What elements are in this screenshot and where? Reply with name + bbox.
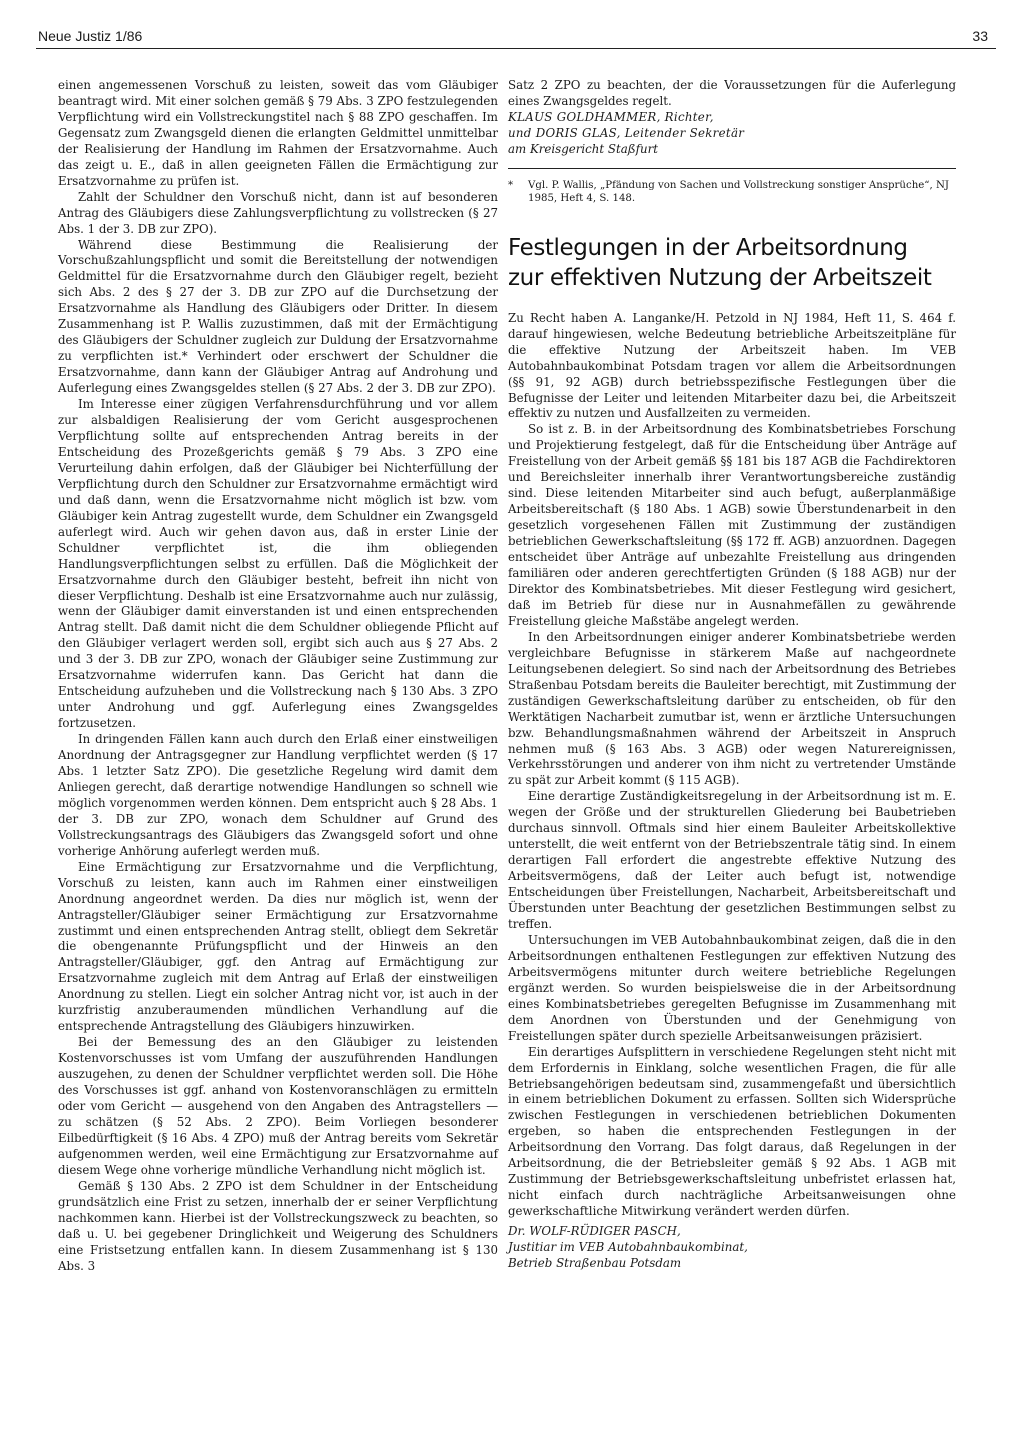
footnote [508, 168, 956, 205]
signature-line: Dr. WOLF-RÜDIGER PASCH, [508, 1224, 681, 1239]
article-title [508, 233, 956, 293]
paragraph: Gemäß § 130 Abs. 2 ZPO ist dem Schuldner in der Entscheidung grundsätzlich eine Frist zu setzen, innerhalb der er seiner Verpflichtung nachkommen kann. Hierbei ist der Vollstreckungszweck zu beachten, so daß u. U. bei gegebener Dringlichkeit und Weigerung des Schuldners eine Fristsetzung entfallen kann. In diesem Zusammenhang ist § 130 Abs. 3 [58, 1178, 498, 1273]
paragraph: Zu Recht haben A. Langanke/H. Petzold in NJ 1984, Heft 11, S. 464 f. darauf hingewiesen, welche Bedeutung betriebliche Arbeitszeitpläne für die effektive Nutzung der Arbeitszeit haben. Im VEB Autobahnbaukombinat Potsdam tragen vor allem die Arbeitsordnungen (§§ 91, 92 AGB) durch betriebsspezifische Festlegungen über die Befugnisse der Leiter und leitenden Mitarbeiter dazu bei, die Arbeitszeit effektiv zu nutzen und Ausfallzeiten zu vermeiden. [508, 310, 956, 421]
footnote-text: Vgl. P. Wallis, „Pfändung von Sachen und Vollstreckung sonstiger Ansprüche“, NJ 1985, Heft 4, S. 148. [528, 179, 949, 204]
signature-line: Betrieb Straßenbau Potsdam [508, 1256, 682, 1270]
page-number: 33 [972, 28, 988, 44]
paragraph-continuation: Satz 2 ZPO zu beachten, der die Voraussetzungen für die Auferlegung eines Zwangsgeldes regelt. [508, 78, 956, 108]
page-header [36, 28, 996, 49]
paragraph: Bei der Bemessung des an den Gläubiger zu leistenden Kostenvorschusses ist vom Umfang der auszuführenden Handlungen auszugehen, zu denen der Schuldner verpflichtet werden soll. Die Höhe des Vorschusses ist ggf. anhand von Kostenvoranschlägen zu ermitteln oder vom Gericht — ausgehend von den Angaben des Antragstellers — zu schätzen (§ 52 Abs. 2 ZPO). Beim Vorliegen besonderer Eilbedürftigkeit (§ 16 Abs. 4 ZPO) muß der Antrag bereits vom Sekretär aufgenommen werden, weil eine Ermächtigung zur Ersatzvornahme auf diesem Wege ohne vorherige mündliche Verhandlung nicht möglich ist. [58, 1035, 498, 1177]
paragraph: In dringenden Fällen kann auch durch den Erlaß einer einstweiligen Anordnung der Antragsgegner zur Handlung verpflichtet werden (§ 17 Abs. 1 letzter Satz ZPO). Die gesetzliche Regelung wird damit dem Anliegen gerecht, daß derartige notwendige Handlungen so schnell wie möglich vorgenommen werden können. Dem entspricht auch § 28 Abs. 1 der 3. DB zur ZPO, wonach dem Schuldner auf Grund des Vollstreckungsantrags des Gläubigers das Zwangsgeld sofort und ohne vorherige Anhörung auferlegt werden muß. [58, 732, 498, 858]
paragraph: einen angemessenen Vorschuß zu leisten, soweit das vom Gläubiger beantragt wird. Mit einer solchen gemäß § 79 Abs. 3 ZPO festzulegenden Verpflichtung wird ein Vollstreckungstitel nach § 88 ZPO geschaffen. Im Gegensatz zum Zwangsgeld dienen die erlangten Geldmittel unmittelbar der Realisierung der Handlung im Rahmen der Ersatzvornahme. Auch das zeigt u. E., daß in allen geeigneten Fällen die Ermächtigung zur Ersatzvornahme zu prüfen ist. [58, 78, 498, 188]
signature-line: am Kreisgericht Staßfurt [508, 141, 658, 156]
paragraph: In den Arbeitsordnungen einiger anderer Kombinatsbetriebe werden vergleichbare Befugnisse in stärkerem Maße auf nachgeordnete Leitungsebenen delegiert. So sind nach der Arbeitsordnung des Betriebes Straßenbau Potsdam bereits die Bauleiter berechtigt, mit Zustimmung der zuständigen Gewerkschaftsleitung darüber zu entscheiden, ob für den Werktätigen Nacharbeit zumutbar ist, wenn er ärztliche Untersuchungen bzw. Behandlungsmaßnahmen während der Arbeitszeit in Anspruch nehmen muß (§ 163 Abs. 3 AGB) oder wegen Naturereignissen, Verkehrsstörungen und anderer von ihm nicht zu vertretender Umstände zu spät zur Arbeit kommt (§ 115 AGB). [508, 629, 956, 788]
paragraph: So ist z. B. in der Arbeitsordnung des Kombinatsbetriebes Forschung und Projektierung festgelegt, daß für die Entscheidung über Anträge auf Freistellung von der Arbeit gemäß §§ 181 bis 187 AGB die Fachdirektoren und Bereichsleiter innerhalb ihrer Verantwortungsbereiche zuständig sind. Diese leitenden Mitarbeiter sind auch befugt, außerplanmäßige Arbeitsbereitschaft (§ 180 Abs. 1 AGB) sowie Überstundenarbeit in den gesetzlich vorgesehenen Fällen mit Zustimmung der zuständigen betrieblichen Gewerkschaftsleitung (§§ 172 ff. AGB) anzuordnen. Dagegen entscheidet über Anträge auf unbezahlte Freistellung aus dringenden familiären oder anderen gerechtfertigten Gründen (§ 188 AGB) nur der Direktor des Kombinatsbetriebes. Mit dieser Festlegung wird gesichert, daß im Betrieb für diese nur in Ausnahmefällen zu gewährende Freistellung gleiche Maßstäbe angelegt werden. [508, 422, 956, 628]
paragraph: Eine Ermächtigung zur Ersatzvornahme und die Verpflichtung, Vorschuß zu leisten, kann auch im Rahmen einer einstweiligen Anordnung angeordnet werden. Da dies nur möglich ist, wenn der Antragsteller/Gläubiger seiner Ermächtigung zur Ersatzvornahme zustimmt und einen entsprechenden Antrag stellt, obliegt dem Sekretär die obengenannte Prüfungspflicht und der Hinweis an den Antragsteller/Gläubiger, ggf. den Antrag auf Ermächtigung zur Ersatzvornahme zugleich mit dem Antrag auf Erlaß der einstweiligen Anordnung zu stellen. Liegt ein solcher Antrag nicht vor, ist auch in der kurzfristig anzuberaumenden mündlichen Verhandlung auf die entsprechende Antragstellung des Gläubigers hinzuwirken. [58, 859, 498, 1034]
paragraph: Eine derartige Zuständigkeitsregelung in der Arbeitsordnung ist m. E. wegen der Größe und der strukturellen Gliederung bei Baubetrieben durchaus sinnvoll. Oftmals sind hier einem Bauleiter Arbeitskollektive unterstellt, die weit entfernt von der Betriebszentrale tätig sind. In einem derartigen Fall erfordert die angestrebte effektive Nutzung des Arbeitsvermögens, daß der Leiter auch befugt ist, notwendige Entscheidungen über Freistellungen, Nacharbeit, Arbeitsbereitschaft und Überstunden unter Beachtung der gesetzlichen Bestimmungen selbst zu treffen. [508, 789, 956, 931]
footnote-mark: * [508, 179, 514, 191]
article-title-line: zur effektiven Nutzung der Arbeitszeit [508, 264, 932, 291]
signature-line: und DORIS GLAS, Leitender Sekretär [508, 125, 745, 140]
signature-block-2 [508, 1224, 956, 1272]
article-title-line: Festlegungen in der Arbeitsordnung [508, 234, 908, 261]
paragraph: Im Interesse einer zügigen Verfahrensdurchführung und vor allem zur alsbaldigen Realisierung der vom Gericht ausgesprochenen Verpflichtung sollte auf entsprechenden Antrag bereits in der Entscheidung des Prozeßgerichts gemäß § 79 Abs. 3 ZPO eine Verurteilung dahin erfolgen, daß der Gläubiger bei Nichterfüllung der Verpflichtung durch den Schuldner zur Ersatzvornahme ermächtigt wird und daß dann, wenn die Ersatzvornahme nicht möglich ist bzw. vom Gläubiger kein Antrag zugestellt wurde, dem Schuldner ein Zwangsgeld auferlegt wird. Auch wir gehen davon aus, daß in erster Linie der Schuldner verpflichtet ist, die ihm obliegenden Handlungsverpflichtungen selbst zu erfüllen. Daß die Möglichkeit der Ersatzvornahme durch den Gläubiger besteht, befreit ihn nicht von dieser Verpflichtung. Deshalb ist eine Ersatzvornahme auch nur zulässig, wenn der Gläubiger damit einverstanden ist und einen entsprechenden Antrag stellt. Daß damit nicht die dem Schuldner obliegende Pflicht auf den Gläubiger verlagert werden soll, ergibt sich auch aus § 27 Abs. 2 und 3 der 3. DB zur ZPO, wonach der Gläubiger seine Zustimmung zur Ersatzvornahme widerrufen kann. Das Gericht hat dann die Entscheidung aufzuheben und die Vollstreckung nach § 130 Abs. 3 ZPO unter Androhung und ggf. Auferlegung eines Zwangsgeldes fortzusetzen. [58, 397, 498, 731]
left-column [58, 78, 498, 1274]
signature-line: Justitiar im VEB Autobahnbaukombinat, [508, 1240, 748, 1255]
right-column [508, 78, 956, 1272]
journal-issue: Neue Justiz 1/86 [38, 28, 143, 44]
paragraph: Während diese Bestimmung die Realisierung der Vorschußzahlungspflicht und somit die Bereitstellung der notwendigen Geldmittel für die Ersatzvornahme durch den Gläubiger regelt, bezieht sich Abs. 2 des § 27 der 3. DB zur ZPO auf die Durchsetzung der Ersatzvornahme als Handlung des Gläubigers oder Dritter. In diesem Zusammenhang ist P. Wallis zuzustimmen, daß mit der Ermächtigung des Gläubigers der Schuldner zugleich zur Duldung der Ersatzvornahme zu verpflichten ist.* Verhindert oder erschwert der Schuldner die Ersatzvornahme, dann kann der Gläubiger Antrag auf Androhung und Auferlegung eines Zwangsgeldes stellen (§ 27 Abs. 2 der 3. DB zur ZPO). [58, 237, 498, 396]
paragraph: Zahlt der Schuldner den Vorschuß nicht, dann ist auf besonderen Antrag des Gläubigers diese Zahlungsverpflichtung zu vollstrecken (§ 27 Abs. 1 der 3. DB zur ZPO). [58, 189, 498, 236]
paragraph: Untersuchungen im VEB Autobahnbaukombinat zeigen, daß die in den Arbeitsordnungen enthaltenen Festlegungen zur effektiven Nutzung des Arbeitsvermögens mitunter durch weitere betriebliche Regelungen ergänzt werden. So wurden beispielsweise die in der Arbeitsordnung eines Kombinatsbetriebes geregelten Befugnisse im Zusammenhang mit dem Anordnen von Überstunden und der Genehmigung von Freistellungen später durch spezielle Arbeitsanweisungen präzisiert. [508, 932, 956, 1043]
signature-block-1 [508, 110, 956, 158]
signature-line: KLAUS GOLDHAMMER, Richter, [508, 109, 714, 124]
paragraph: Ein derartiges Aufsplittern in verschiedene Regelungen steht nicht mit dem Erfordernis in Einklang, solche wesentlichen Fragen, die für alle Betriebsangehörigen bedeutsam sind, zusammengefaßt und übersichtlich in einem betrieblichen Dokument zu erfassen. Sollten sich Widersprüche zwischen Festlegungen in verschiedenen betrieblichen Dokumenten ergeben, so haben die entsprechenden Festlegungen in der Arbeitsordnung den Vorrang. Das folgt daraus, daß Regelungen in der Arbeitsordnung, die der Betriebsleiter gemäß § 92 Abs. 1 AGB mit Zustimmung der Betriebsgewerkschaftsleitung unbefristet erlassen hat, nicht einfach durch nachträgliche Arbeitsanweisungen ohne gewerkschaftliche Mitwirkung verändert werden dürfen. [508, 1044, 956, 1219]
